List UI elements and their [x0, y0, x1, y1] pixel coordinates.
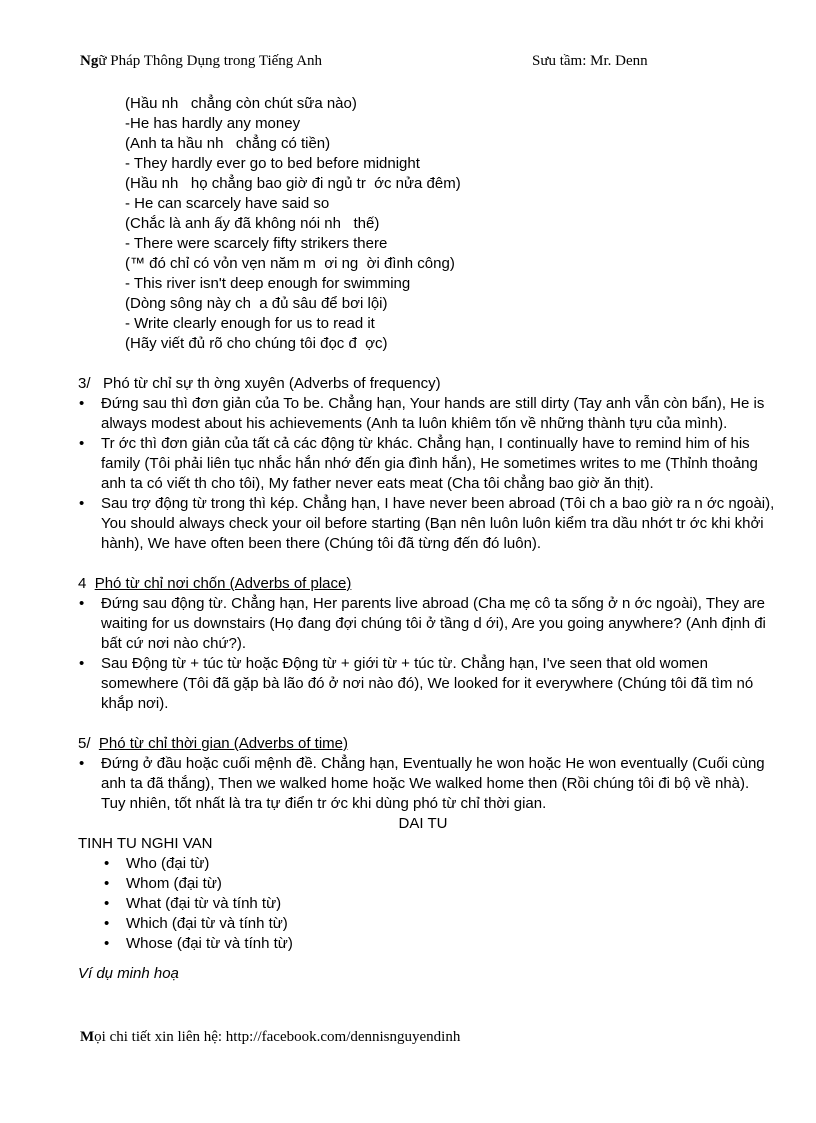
list-item: • Sau trợ động từ trong thì kép. Chẳng hạn, I have never been abroad (Tôi ch a bao giờ ra n ớc ngoài), You should always check your oil before starting (Bạn nên luôn luôn kiểm tra dầu nhớt tr ớc khi khởi hành), We have often been there (Chúng tôi đã từng đến đó luôn). [0, 494, 816, 554]
dai-tu-heading: DAI TU [398, 815, 448, 832]
page-footer [80, 1029, 460, 1046]
section-4-heading [0, 574, 816, 594]
header-author: Sưu tầm: Mr. Denn [532, 53, 648, 69]
list-item: • Đứng sau thì đơn giản của To be. Chẳng hạn, Your hands are still dirty (Tay anh vẫn còn bẩn), He is always modest about his achievements (Anh ta luôn khiêm tốn về những thành tựu của mình). [0, 394, 816, 434]
list-item: • Which (đại từ và tính từ) [0, 914, 816, 934]
section-5-title: Phó từ chỉ thời gian (Adverbs of time) [98, 735, 349, 752]
tinh-tu-heading: TINH TU NGHI VAN [78, 835, 213, 852]
document-body [0, 94, 816, 984]
intro-line: (Hãy viết đủ rõ cho chúng tôi đọc đ ợc) [125, 335, 388, 352]
section-4-number: 4 [78, 575, 87, 592]
example-heading: Ví dụ minh hoạ [78, 965, 179, 982]
section-5-number: 5/ [78, 735, 91, 752]
footer-contact: ọi chi tiết xin liên hệ: http://facebook.com/dennisnguyendinh [94, 1029, 461, 1045]
intro-line: (Dòng sông này ch a đủ sâu để bơi lội) [125, 295, 388, 312]
intro-line: -He has hardly any money [125, 115, 301, 132]
header-title-rest: ữ Pháp Thông Dụng trong Tiếng Anh [98, 53, 323, 69]
header-title-bold: Ng [80, 53, 99, 69]
list-item: • What (đại từ và tính từ) [0, 894, 816, 914]
list-item: • Whose (đại từ và tính từ) [0, 934, 816, 954]
section-4-title: Phó từ chỉ nơi chốn (Adverbs of place) [94, 575, 352, 592]
section-3-number: 3/ [78, 375, 91, 392]
list-item: • Đứng ở đầu hoặc cuối mệnh đề. Chẳng hạn, Eventually he won hoặc He won eventually (Cuối cùng anh ta đã thắng), Then we walked home hoặc We walked home then (Rồi chúng tôi đi bộ về nhà). Tuy nhiên, tốt nhất là tra tự điển tr ớc khi dùng phó từ chỉ thời gian. [0, 754, 816, 814]
list-item: • Đứng sau động từ. Chẳng hạn, Her parents live abroad (Cha mẹ cô ta sống ở n ớc ngoài), They are waiting for us downstairs (Họ đang đợi chúng tôi ở tầng d ới), Are you going anywhere? (Anh định đi bất cứ nơi nào chứ?). [0, 594, 816, 654]
section-3-list [0, 394, 816, 554]
section-3-heading [0, 374, 816, 394]
list-item: • Sau Động từ + túc từ hoặc Động từ + giới từ + túc từ. Chẳng hạn, I've seen that old women somewhere (Tôi đã gặp bà lão đó ở nơi nào đó), We looked for it everywhere (Chúng tôi đã tìm nó khắp nơi). [0, 654, 816, 714]
intro-line: (Chắc là anh ấy đã không nói nh thế) [125, 215, 380, 232]
intro-line: (™ đó chỉ có vỏn vẹn năm m ơi ng ời đình công) [125, 255, 455, 272]
section-4-list [0, 594, 816, 714]
intro-line: (Anh ta hầu nh chẳng có tiền) [125, 135, 331, 152]
pronoun-list [0, 854, 816, 954]
header-title [80, 53, 322, 70]
list-item: • Whom (đại từ) [0, 874, 816, 894]
intro-line: - Write clearly enough for us to read it [125, 315, 375, 332]
footer-bold: M [80, 1029, 95, 1045]
list-item: • Who (đại từ) [0, 854, 816, 874]
page-header [80, 53, 740, 73]
intro-line: - This river isn't deep enough for swimming [125, 275, 411, 292]
intro-line: - He can scarcely have said so [125, 195, 330, 212]
intro-examples [0, 94, 816, 354]
list-item: • Tr ớc thì đơn giản của tất cả các động từ khác. Chẳng hạn, I continually have to remind him of his family (Tôi phải liên tục nhắc hắn nhớ đến gia đình hắn), He sometimes writes to me (Thỉnh thoảng anh ta có viết th cho tôi), My father never eats meat (Cha tôi chẳng bao giờ ăn thịt). [0, 434, 816, 494]
intro-line: (Hầu nh họ chẳng bao giờ đi ngủ tr ớc nửa đêm) [125, 175, 461, 192]
section-5-heading [0, 734, 816, 754]
intro-line: - They hardly ever go to bed before midnight [125, 155, 420, 172]
intro-line: - There were scarcely fifty strikers there [125, 235, 388, 252]
section-3-title: Phó từ chỉ sự th ờng xuyên (Adverbs of frequency) [103, 375, 441, 392]
intro-line: (Hầu nh chẳng còn chút sữa nào) [125, 95, 357, 112]
section-5-list [0, 754, 816, 814]
